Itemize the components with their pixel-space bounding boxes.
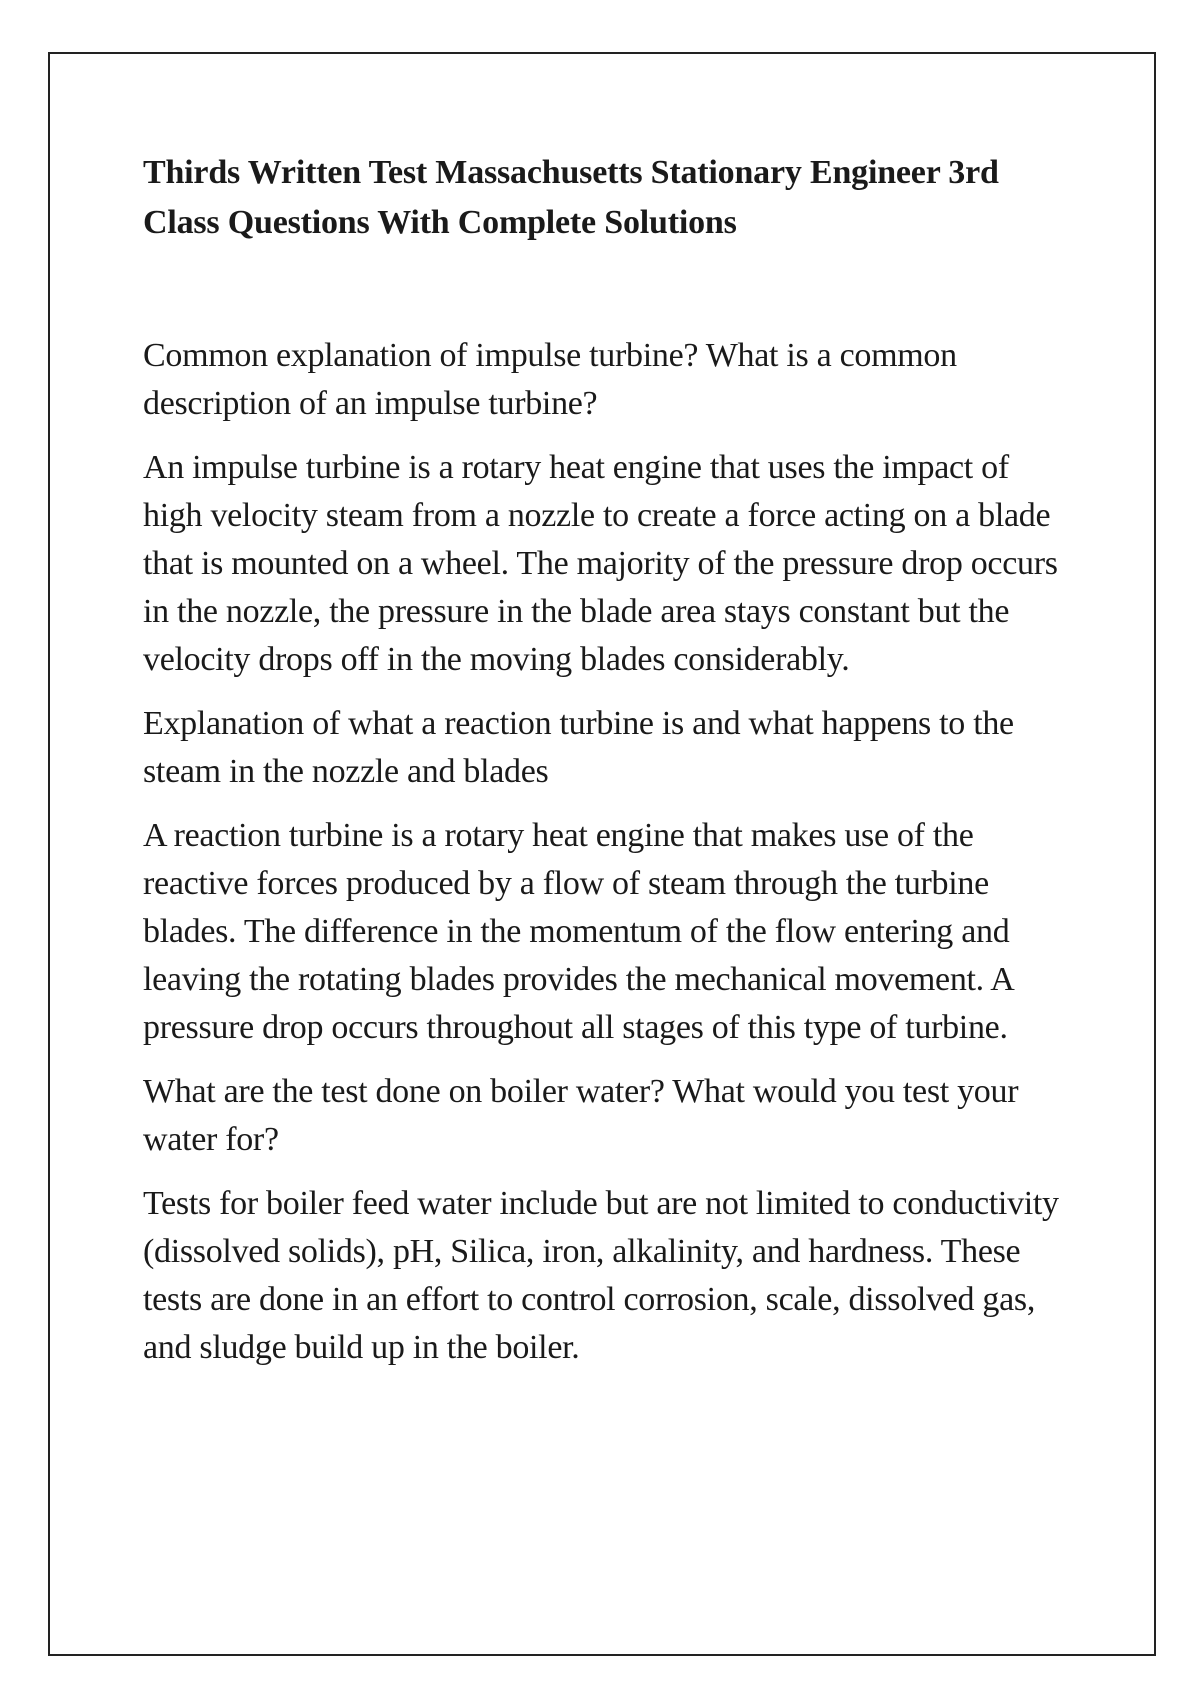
question-boiler-water-tests: What are the test done on boiler water? What would you test your water for?: [143, 1073, 1019, 1158]
question-impulse-turbine: Common explanation of impulse turbine? What is a common description of an impulse turbine?: [143, 337, 957, 422]
document-body: [143, 148, 1073, 1388]
question-reaction-turbine: Explanation of what a reaction turbine is and what happens to the steam in the nozzle and blades: [143, 705, 1014, 790]
answer-boiler-water-tests: Tests for boiler feed water include but are not limited to conductivity (dissolved solids), pH, Silica, iron, alkalinity, and hardness. These tests are done in an effort to control corrosion, scale, dissolved gas, and sludge build up in the boiler.: [143, 1185, 1059, 1366]
document-title: Thirds Written Test Massachusetts Stationary Engineer 3rd Class Questions With Complete Solutions: [143, 154, 999, 241]
qa-list: [143, 332, 1073, 1372]
answer-reaction-turbine: A reaction turbine is a rotary heat engine that makes use of the reactive forces produced by a flow of steam through the turbine blades. The difference in the momentum of the flow entering and leaving the rotating blades provides the mechanical movement. A pressure drop occurs throughout all stages of this type of turbine.: [143, 817, 1013, 1046]
answer-impulse-turbine: An impulse turbine is a rotary heat engine that uses the impact of high velocity steam from a nozzle to create a force acting on a blade that is mounted on a wheel. The majority of the pressure drop occurs in the nozzle, the pressure in the blade area stays constant but the velocity drops off in the moving blades considerably.: [143, 449, 1058, 678]
